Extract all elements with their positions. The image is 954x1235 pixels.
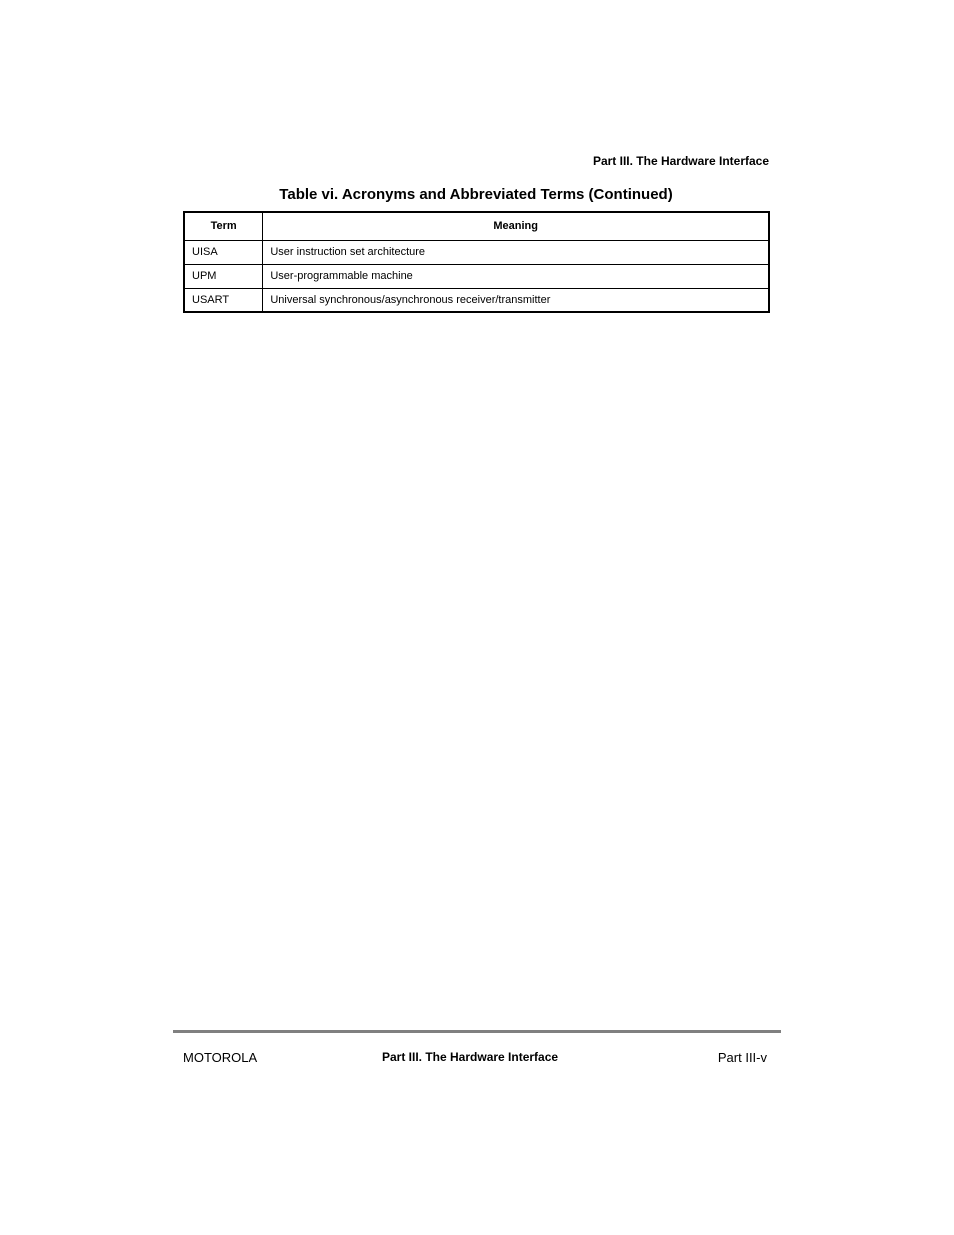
meaning-cell: User instruction set architecture: [263, 240, 769, 264]
table-row: [184, 288, 769, 312]
table-row: [184, 264, 769, 288]
footer-company: MOTOROLA: [183, 1050, 258, 1065]
term-cell: USART: [184, 288, 263, 312]
meaning-cell: User-programmable machine: [263, 264, 769, 288]
table-row: [184, 240, 769, 264]
table-header-row: [184, 212, 769, 240]
footer-section-title: Part III. The Hardware Interface: [382, 1050, 559, 1064]
footer-page-number: Part III-v: [717, 1050, 767, 1065]
term-cell: UISA: [184, 240, 263, 264]
term-cell: UPM: [184, 264, 263, 288]
column-header-meaning: Meaning: [263, 212, 769, 240]
meaning-cell: Universal synchronous/asynchronous receiver/transmitter: [263, 288, 769, 312]
running-header: Part III. The Hardware Interface: [592, 154, 769, 168]
footer-divider: [173, 1030, 781, 1033]
column-header-term: Term: [184, 212, 263, 240]
table-title: Table vi. Acronyms and Abbreviated Terms (Continued): [279, 186, 673, 203]
acronyms-table: [183, 211, 770, 313]
